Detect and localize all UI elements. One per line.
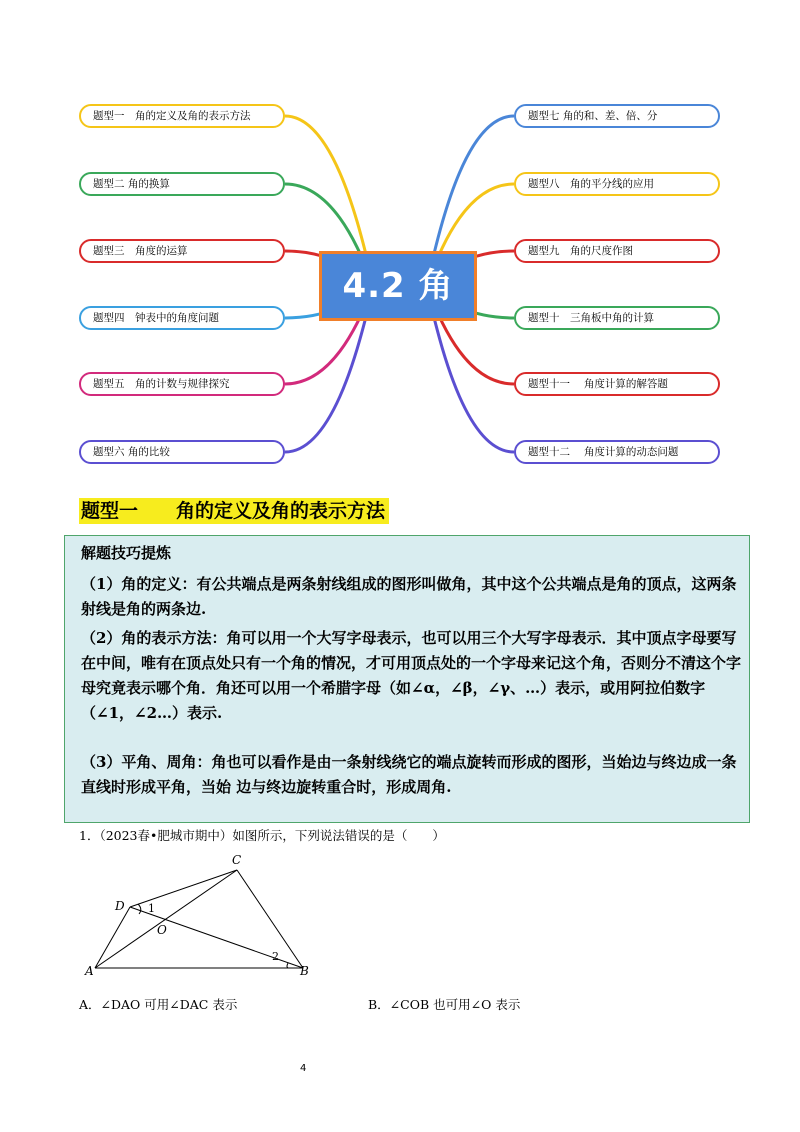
tips-box <box>64 535 750 823</box>
tips-paragraph-2: （2）角的表示方法：角可以用一个大写字母表示，也可以用三个大写字母表示．其中顶点字母要写在中间，唯有在顶点处只有一个角的情况，才可用顶点处的一个字母来记这个角，否则分不清这个字母究竟表示哪个角．角还可以用一个希腊字母（如∠α，∠β，∠γ、…）表示，或用阿拉伯数字（∠1，∠2…）表示. <box>81 629 742 722</box>
mindmap-topic-left-5: 题型五 角的计数与规律探究 <box>79 372 285 396</box>
label-a: A <box>85 964 94 978</box>
mindmap-topic-left-2: 题型二 角的换算 <box>79 172 285 196</box>
label-angle-2: 2 <box>272 950 279 963</box>
angle-1-arc <box>138 904 141 914</box>
section-title: 题型一 角的定义及角的表示方法 <box>79 498 389 524</box>
mindmap-topic-right-3: 题型九 角的尺度作图 <box>514 239 720 263</box>
mindmap-topic-right-4: 题型十 三角板中角的计算 <box>514 306 720 330</box>
segment-ac <box>95 870 237 968</box>
tips-title: 解题技巧提炼 <box>81 544 172 562</box>
mindmap-topic-right-6: 题型十二 角度计算的动态问题 <box>514 440 720 464</box>
segment-dc <box>130 870 237 907</box>
tips-paragraph-1: （1）角的定义：有公共端点是两条射线组成的图形叫做角，其中这个公共端点是角的顶点，这两条射线是角的两条边. <box>81 575 737 618</box>
label-b: B <box>300 964 309 978</box>
option-b[interactable]: B．∠COB 也可用∠O 表示 <box>368 997 521 1012</box>
mindmap-topic-left-4: 题型四 钟表中的角度问题 <box>79 306 285 330</box>
label-c: C <box>232 853 242 867</box>
label-d: D <box>115 899 125 913</box>
geometry-figure <box>80 850 320 985</box>
mindmap-topic-left-1: 题型一 角的定义及角的表示方法 <box>79 104 285 128</box>
mindmap-topic-right-2: 题型八 角的平分线的应用 <box>514 172 720 196</box>
segment-ad <box>95 907 130 968</box>
page-number: 4 <box>300 1063 307 1074</box>
angle-2-arc <box>287 963 288 968</box>
mindmap-topic-left-6: 题型六 角的比较 <box>79 440 285 464</box>
question-stem: 1．（2023春•肥城市期中）如图所示，下列说法错误的是（ ） <box>79 828 445 843</box>
mindmap-topic-right-1: 题型七 角的和、差、倍、分 <box>514 104 720 128</box>
mindmap-center-title: 4.2 角 <box>319 251 477 321</box>
label-angle-1: 1 <box>148 902 155 915</box>
mindmap-topic-right-5: 题型十一 角度计算的解答题 <box>514 372 720 396</box>
tips-paragraph-3: （3）平角、周角：角也可以看作是由一条射线绕它的端点旋转而形成的图形，当始边与终边成一条直线时形成平角，当始 边与终边旋转重合时，形成周角. <box>81 753 737 796</box>
label-o: O <box>157 923 167 937</box>
segment-cb <box>237 870 303 968</box>
mindmap-topic-left-3: 题型三 角度的运算 <box>79 239 285 263</box>
option-a[interactable]: A．∠DAO 可用∠DAC 表示 <box>79 997 238 1012</box>
